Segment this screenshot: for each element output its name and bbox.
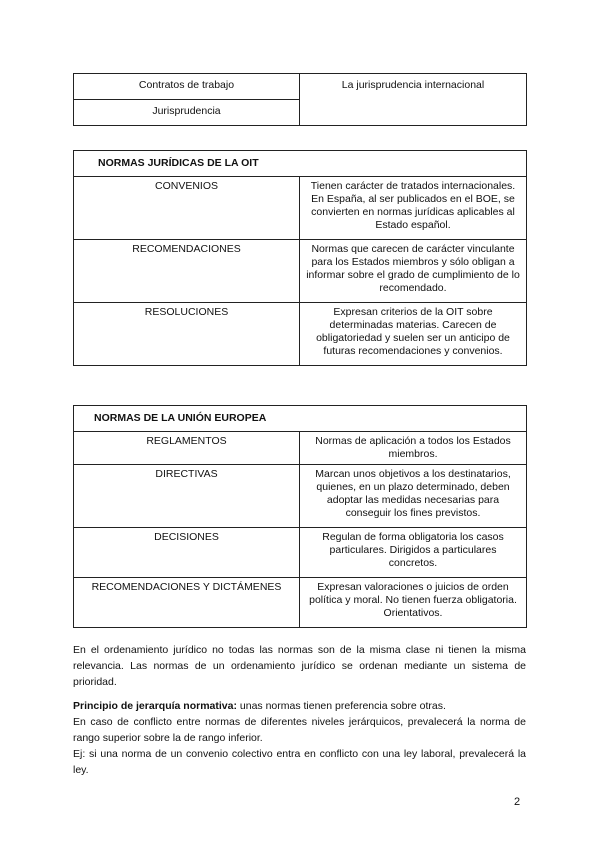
paragraph-ordenamiento: En el ordenamiento jurídico no todas las normas son de la misma clase ni tienen la misma relevancia. Las normas de un ordenamiento jurídico se ordenan mediante un sistema de prioridad.	[73, 644, 526, 688]
table-row	[74, 177, 527, 240]
intro-paragraph	[73, 642, 526, 690]
ue-table	[73, 405, 527, 628]
oit-row-desc: Normas que carecen de carácter vinculante para los Estados miembros y sólo obligan a informar sobre el grado de cumplimiento de lo recomendado.	[300, 240, 527, 303]
oit-row-name: CONVENIOS	[74, 177, 300, 240]
ue-row-desc: Normas de aplicación a todos los Estados miembros.	[300, 432, 527, 465]
example-paragraph: Ej: si una norma de un convenio colectivo entra en conflicto con una ley laboral, prevalecerá la ley.	[73, 748, 526, 776]
oit-table-title: NORMAS JURÍDICAS DE LA OIT	[74, 151, 527, 177]
conflict-paragraph: En caso de conflicto entre normas de diferentes niveles jerárquicos, prevalecerá la norma de rango superior sobre la de rango inferior.	[73, 716, 526, 744]
oit-row-name: RESOLUCIONES	[74, 303, 300, 366]
oit-row-desc: Expresan criterios de la OIT sobre determinadas materias. Carecen de obligatoriedad y suelen ser un anticipo de futuras recomendaciones y convenios.	[300, 303, 527, 366]
ue-row-name: RECOMENDACIONES Y DICTÁMENES	[74, 578, 300, 628]
top-table	[73, 73, 527, 126]
principle-paragraph	[73, 698, 526, 714]
principle-label: Principio de jerarquía normativa:	[73, 700, 237, 712]
cell-contratos: Contratos de trabajo	[74, 74, 300, 100]
ue-table-title: NORMAS DE LA UNIÓN EUROPEA	[74, 406, 527, 432]
principle-section	[73, 698, 526, 778]
cell-jurisprudencia: Jurisprudencia	[74, 100, 300, 126]
ue-row-name: DECISIONES	[74, 528, 300, 578]
ue-row-desc: Expresan valoraciones o juicios de orden política y moral. No tienen fuerza obligatoria. Orientativos.	[300, 578, 527, 628]
ue-row-name: REGLAMENTOS	[74, 432, 300, 465]
principle-text: unas normas tienen preferencia sobre otras.	[236, 700, 446, 712]
table-row	[74, 303, 527, 366]
table-row	[74, 240, 527, 303]
page-number: 2	[514, 796, 521, 808]
ue-row-desc: Regulan de forma obligatoria los casos particulares. Dirigidos a particulares concretos.	[300, 528, 527, 578]
ue-row-name: DIRECTIVAS	[74, 465, 300, 528]
oit-table	[73, 150, 527, 366]
oit-row-desc: Tienen carácter de tratados internacionales. En España, al ser publicados en el BOE, se convierten en normas jurídicas aplicables al Estado español.	[300, 177, 527, 240]
table-row	[74, 578, 527, 628]
table-row	[74, 432, 527, 465]
oit-row-name: RECOMENDACIONES	[74, 240, 300, 303]
cell-jurisprudencia-internacional: La jurisprudencia internacional	[300, 74, 527, 126]
ue-row-desc: Marcan unos objetivos a los destinatarios, quienes, en un plazo determinado, deben adoptar las medidas necesarias para conseguir los fines previstos.	[300, 465, 527, 528]
table-row	[74, 465, 527, 528]
table-row	[74, 528, 527, 578]
